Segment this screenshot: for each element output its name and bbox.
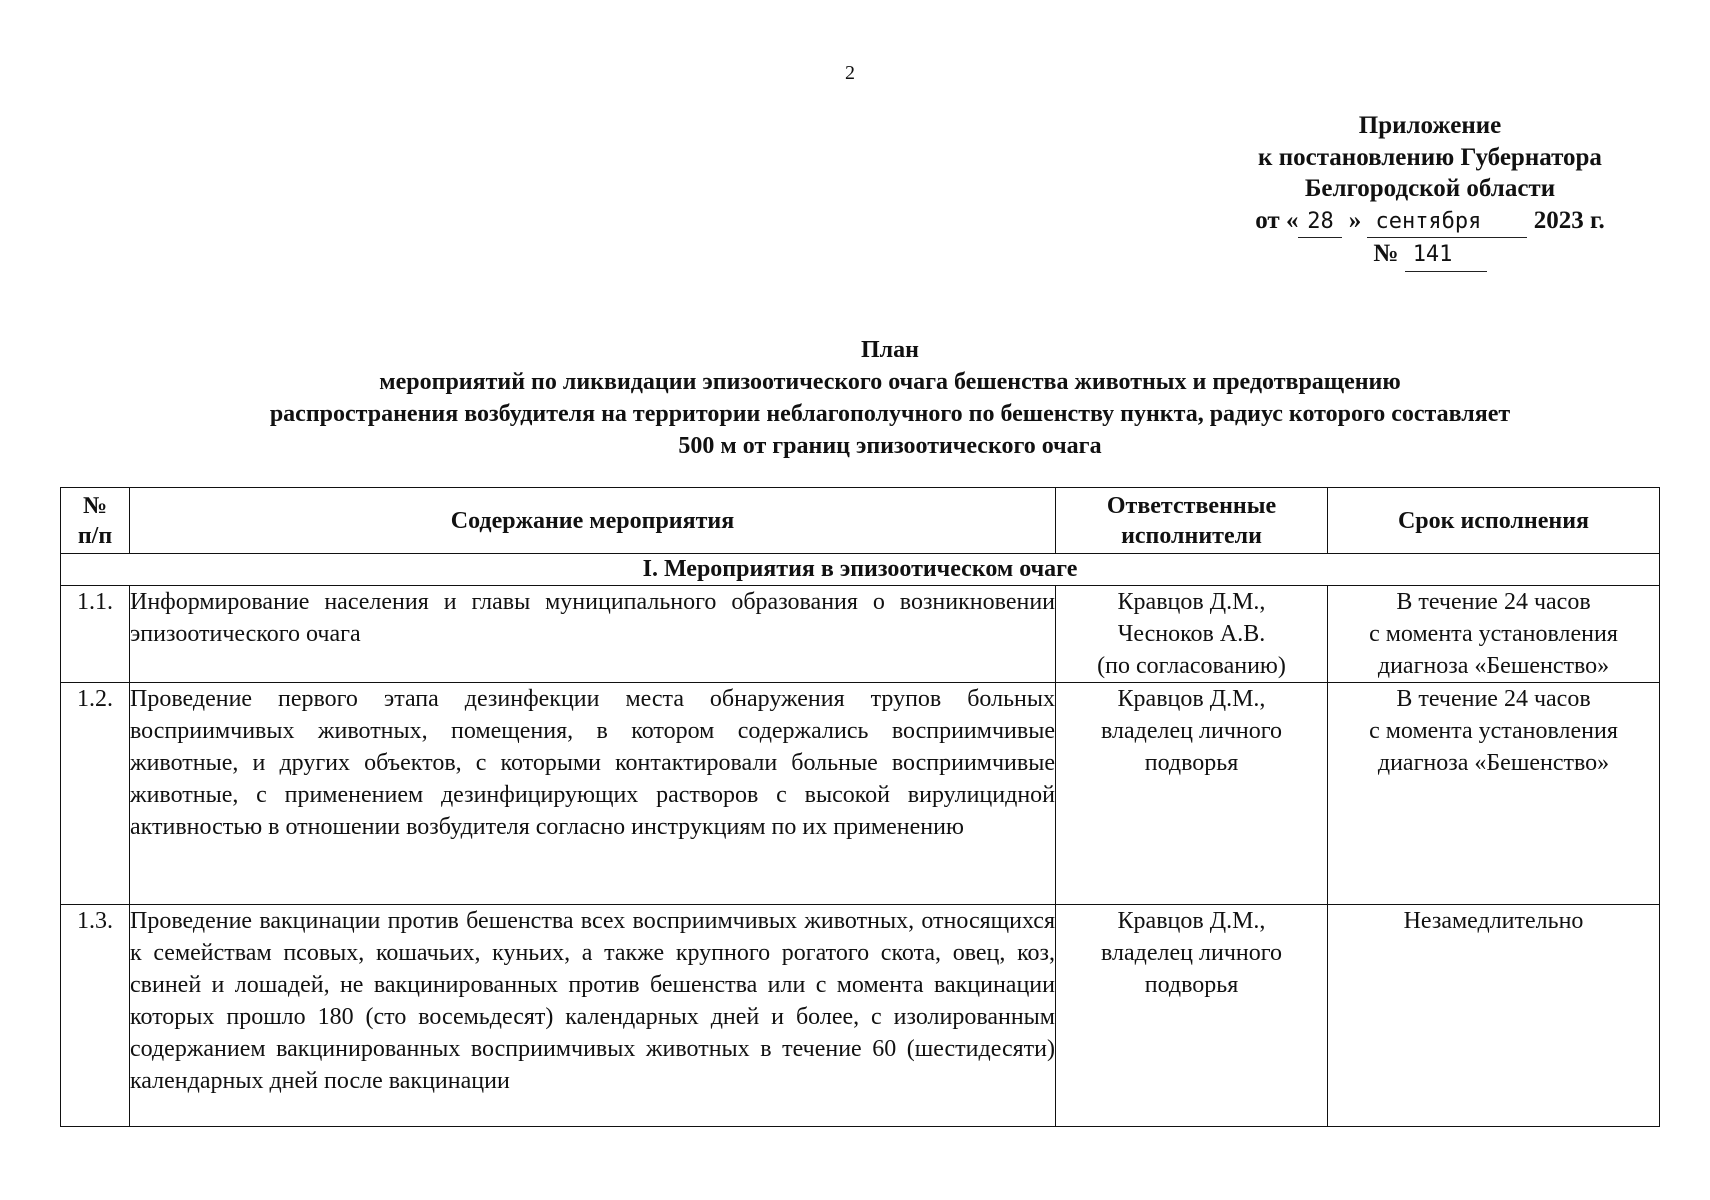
date-mid: » (1348, 206, 1362, 234)
header-term: Срок исполнения (1328, 488, 1660, 554)
exec-line: владелец личного (1101, 940, 1282, 966)
number-prefix: № (1373, 240, 1399, 267)
row-term (1328, 905, 1660, 1127)
header-num-line-1: № (82, 492, 108, 519)
row-exec (1056, 683, 1328, 905)
section-row (61, 554, 1660, 586)
exec-line: подворья (1144, 972, 1239, 998)
date-prefix: от « (1255, 206, 1299, 234)
table-header-row (61, 488, 1660, 554)
row-content: Информирование населения и главы муниципального образования о возникновении эпизоотического очага (130, 586, 1056, 683)
exec-line: Чесноков А.В. (1117, 621, 1266, 647)
header-num-line-2: п/п (77, 522, 113, 549)
term-line: диагноза «Бешенство» (1377, 750, 1610, 776)
document-number: 141 (1405, 239, 1487, 272)
plan-table (60, 487, 1660, 1127)
exec-line: Кравцов Д.М., (1117, 589, 1266, 615)
appendix-date (1215, 205, 1645, 239)
header-exec (1056, 488, 1328, 554)
exec-line: владелец личного (1101, 718, 1282, 744)
table-row (61, 683, 1660, 905)
row-num: 1.3. (61, 905, 130, 1127)
header-exec-line-2: исполнители (1121, 522, 1262, 549)
exec-line: Кравцов Д.М., (1117, 908, 1266, 934)
row-num: 1.1. (61, 586, 130, 683)
date-day: 28 (1298, 206, 1342, 239)
row-content: Проведение первого этапа дезинфекции места обнаружения трупов больных восприимчивых животных, помещения, в котором содержались восприимчивые животные, и других объектов, с которыми контактировали больные восприимчивые животные, с применением дезинфицирующих растворов с высокой вирулицидной активностью в отношении возбудителя согласно инструкциям по их применению (130, 683, 1056, 905)
exec-line: (по согласованию) (1097, 653, 1286, 679)
plan-subtitle-line-1: мероприятий по ликвидации эпизоотического очага бешенства животных и предотвращению (379, 369, 1401, 395)
exec-line: Кравцов Д.М., (1117, 686, 1266, 712)
plan-title: План (861, 337, 919, 363)
appendix-line-2: к постановлению Губернатора (1258, 143, 1602, 171)
term-line: с момента установления (1369, 718, 1618, 744)
plan-heading (60, 334, 1710, 462)
term-line: с момента установления (1369, 621, 1618, 647)
term-line: диагноза «Бешенство» (1377, 653, 1610, 679)
header-content: Содержание мероприятия (130, 488, 1056, 554)
table-row (61, 905, 1660, 1127)
row-exec (1056, 905, 1328, 1127)
section-title: I. Мероприятия в эпизоотическом очаге (61, 554, 1660, 586)
appendix-title: Приложение (1358, 112, 1502, 139)
appendix-number (1215, 238, 1645, 272)
row-term (1328, 586, 1660, 683)
header-num (61, 488, 130, 554)
appendix-line-3: Белгородской области (1304, 175, 1556, 202)
page-number: 2 (845, 62, 855, 84)
term-line: Незамедлительно (1403, 908, 1584, 934)
exec-line: подворья (1144, 750, 1239, 776)
plan-subtitle-line-3: 500 м от границ эпизоотического очага (678, 433, 1102, 459)
appendix-block (1215, 110, 1645, 272)
header-exec-line-1: Ответственные (1106, 492, 1277, 519)
row-term (1328, 683, 1660, 905)
term-line: В течение 24 часов (1396, 686, 1591, 712)
row-content: Проведение вакцинации против бешенства всех восприимчивых животных, относящихся к семействам псовых, кошачьих, куньих, а также крупного рогатого скота, овец, коз, свиней и лошадей, не вакцинированных против бешенства или с момента вакцинации которых прошло 180 (сто восемьдесят) календарных дней и более, с изолированным содержанием вакцинированных восприимчивых животных в течение 60 (шестидесяти) календарных дней после вакцинации (130, 905, 1056, 1127)
date-year: 2023 г. (1533, 206, 1605, 234)
row-num: 1.2. (61, 683, 130, 905)
row-exec (1056, 586, 1328, 683)
date-month: сентября (1367, 206, 1527, 239)
table-row (61, 586, 1660, 683)
term-line: В течение 24 часов (1396, 589, 1591, 615)
plan-subtitle-line-2: распространения возбудителя на территории неблагополучного по бешенству пункта, радиус которого составляет (269, 401, 1511, 427)
